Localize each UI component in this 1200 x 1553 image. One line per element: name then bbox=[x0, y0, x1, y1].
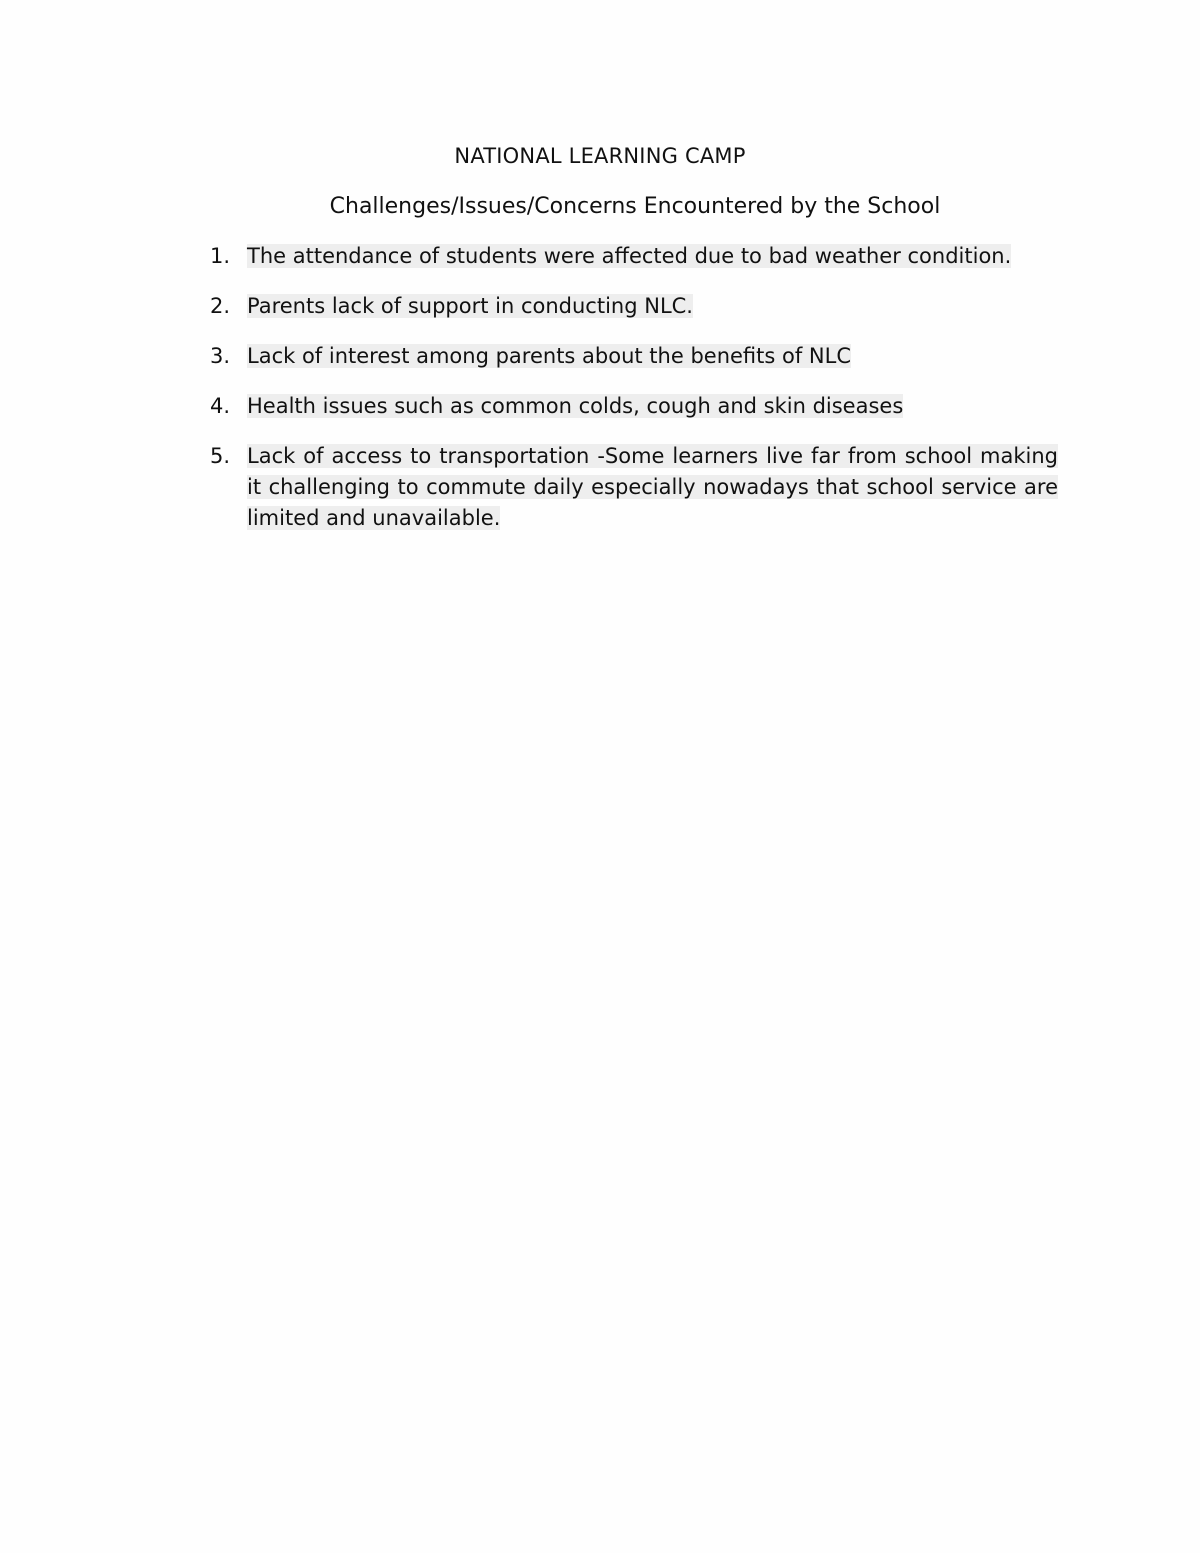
list-item-text-wrapper bbox=[247, 341, 1058, 372]
list-item-text: Health issues such as common colds, cough and skin diseases bbox=[247, 394, 904, 418]
document-subtitle: Challenges/Issues/Concerns Encountered by the School bbox=[329, 194, 941, 219]
list-item-number: 1. bbox=[210, 244, 231, 268]
document-title: NATIONAL LEARNING CAMP bbox=[454, 144, 746, 168]
list-item-text: Lack of interest among parents about the benefits of NLC bbox=[247, 344, 851, 368]
list-item-text: The attendance of students were affected due to bad weather condition. bbox=[247, 244, 1012, 268]
list-item-text-wrapper bbox=[247, 291, 1058, 322]
list-item bbox=[210, 441, 1058, 534]
list-item bbox=[210, 341, 1058, 372]
challenges-list bbox=[210, 241, 1058, 553]
list-item-text: Lack of access to transportation -Some learners live far from school making it challenging to commute daily especially nowadays that school service are limited and unavailable. bbox=[247, 444, 1058, 530]
list-item-text: Parents lack of support in conducting NLC. bbox=[247, 294, 693, 318]
list-item-number: 4. bbox=[210, 394, 231, 418]
list-item-text-wrapper bbox=[247, 391, 1058, 422]
list-item-text-wrapper bbox=[247, 441, 1058, 534]
list-item-number: 5. bbox=[210, 444, 231, 468]
list-item-text-wrapper bbox=[247, 241, 1058, 272]
list-item-number: 2. bbox=[210, 294, 231, 318]
list-item-number: 3. bbox=[210, 344, 231, 368]
list-item bbox=[210, 241, 1058, 272]
list-item bbox=[210, 291, 1058, 322]
list-item bbox=[210, 391, 1058, 422]
